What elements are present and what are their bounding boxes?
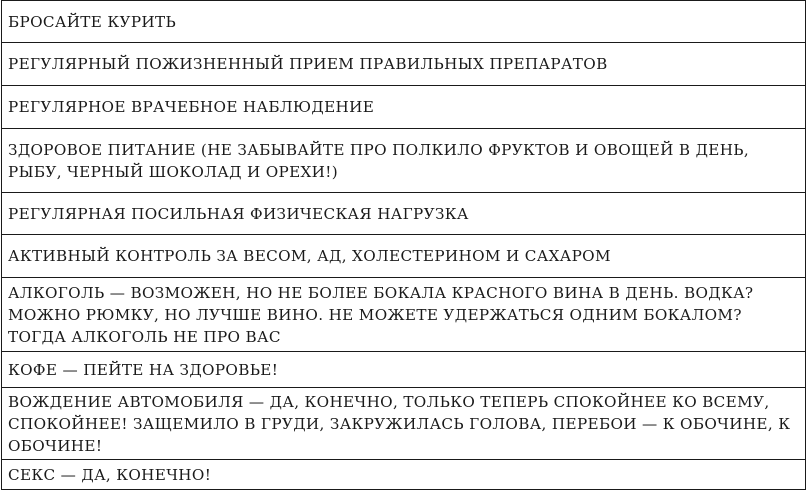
table-row — [1, 1, 806, 43]
table-row — [1, 388, 806, 460]
row-text: АЛКОГОЛЬ — ВОЗМОЖЕН, НО НЕ БОЛЕЕ БОКАЛА КРАСНОГО ВИНА В ДЕНЬ. ВОДКА? МОЖНО РЮМКУ, НО ЛУЧШЕ ВИНО. НЕ МОЖЕТЕ УДЕРЖАТЬСЯ ОДНИМ БОКАЛОМ? ТОГДА АЛКОГОЛЬ НЕ ПРО ВАС — [8, 283, 754, 346]
row-text: АКТИВНЫЙ КОНТРОЛЬ ЗА ВЕСОМ, АД, ХОЛЕСТЕРИНОМ И САХАРОМ — [8, 247, 611, 265]
table-row — [1, 235, 806, 278]
row-text: РЕГУЛЯРНАЯ ПОСИЛЬНАЯ ФИЗИЧЕСКАЯ НАГРУЗКА — [8, 204, 469, 223]
table-row — [1, 86, 806, 129]
row-text: РЕГУЛЯРНОЕ ВРАЧЕБНОЕ НАБЛЮДЕНИЕ — [8, 98, 375, 116]
row-text: БРОСАЙТЕ КУРИТЬ — [8, 12, 177, 31]
table-row — [1, 193, 806, 235]
table-row — [1, 460, 806, 490]
row-text: КОФЕ — ПЕЙТЕ НА ЗДОРОВЬЕ! — [8, 360, 279, 379]
row-text: ВОЖДЕНИЕ АВТОМОБИЛЯ — ДА, КОНЕЧНО, ТОЛЬКО ТЕПЕРЬ СПОКОЙНЕЕ КО ВСЕМУ, СПОКОЙНЕЕ! ЗАЩЕМИЛО В ГРУДИ, ЗАКРУЖИЛАСЬ ГОЛОВА, ПЕРЕБОИ — К ОБОЧИНЕ, К ОБОЧИНЕ! — [8, 392, 791, 455]
row-text: СЕКС — ДА, КОНЕЧНО! — [8, 465, 212, 484]
table-row — [1, 278, 806, 352]
table-row — [1, 129, 806, 193]
table-row — [1, 352, 806, 388]
row-text: ЗДОРОВОЕ ПИТАНИЕ (НЕ ЗАБЫВАЙТЕ ПРО ПОЛКИЛО ФРУКТОВ И ОВОЩЕЙ В ДЕНЬ, РЫБУ, ЧЕРНЫЙ ШОКОЛАД И ОРЕХИ!) — [8, 140, 750, 181]
recommendations-table — [1, 0, 806, 490]
row-text: РЕГУЛЯРНЫЙ ПОЖИЗНЕННЫЙ ПРИЕМ ПРАВИЛЬНЫХ ПРЕПАРАТОВ — [8, 55, 608, 73]
table-row — [1, 43, 806, 86]
